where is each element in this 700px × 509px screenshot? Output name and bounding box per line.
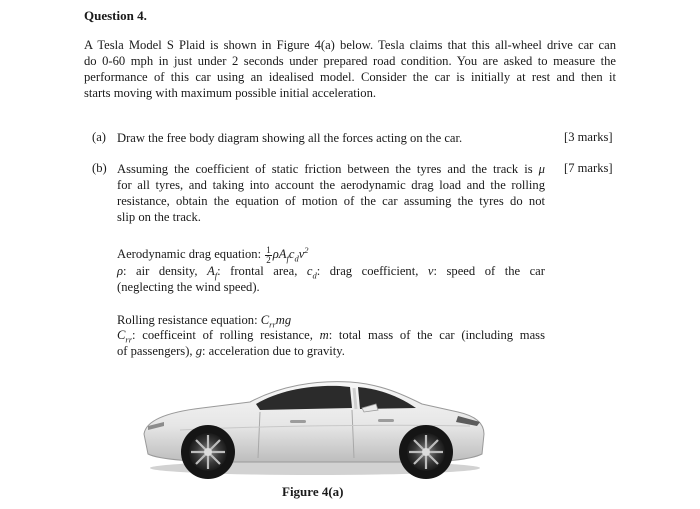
tesla-car-image	[140, 368, 490, 480]
part-a-text: Draw the free body diagram showing all the forces acting on the car.	[117, 131, 463, 145]
rolling-sub: rr	[269, 319, 276, 330]
part-b-label: (b)	[92, 161, 107, 175]
drag-c: c	[288, 247, 295, 262]
rolling-def-line-2	[117, 343, 545, 359]
drag-rho-a: ρA	[272, 247, 287, 262]
rolling-mg: mg	[275, 313, 292, 327]
drag-sub-f: f	[286, 253, 289, 264]
part-b-line-3: resistance, obtain the equation of motion of the car assuming the tyres do not	[117, 194, 545, 208]
def-m-text: : total mass of the car (including mass	[328, 328, 545, 342]
part-a-marks: [3 marks]	[564, 130, 613, 144]
def-af-sub: f	[214, 270, 218, 281]
part-b-line-2: for all tyres, and taking into account the aerodynamic drag load and the rolling	[117, 178, 545, 192]
drag-sub-d: d	[294, 253, 299, 264]
def-v: v	[427, 264, 434, 278]
car-front-wheel	[399, 425, 453, 479]
drag-equation-label: Aerodynamic drag equation:	[117, 247, 262, 262]
def-cd-sub: d	[312, 270, 317, 281]
def-cd-text: : drag coefficient,	[316, 264, 419, 278]
def-crr-text: : coefficeint of rolling resistance,	[132, 328, 313, 342]
rolling-equation-label: Rolling resistance equation:	[117, 313, 258, 327]
def-m: m	[319, 328, 329, 342]
def-g: g	[195, 344, 202, 358]
fraction-numerator: 1	[266, 244, 271, 255]
drag-v: v	[298, 247, 305, 262]
car-rear-wheel	[181, 425, 235, 479]
def-cd: c	[306, 264, 313, 278]
rolling-c: C	[260, 313, 270, 327]
def-crr: C	[117, 328, 126, 342]
part-b-marks: [7 marks]	[564, 161, 613, 175]
def-line2-a: of passengers),	[117, 344, 193, 358]
def-af-text: : frontal area,	[217, 264, 298, 278]
drag-exp: 2	[304, 245, 309, 255]
def-line2-b: : acceleration due to gravity.	[202, 344, 345, 358]
drag-def-line-2: (neglecting the wind speed).	[117, 280, 260, 294]
part-b-line-1	[117, 161, 545, 177]
drag-formula	[272, 245, 309, 264]
def-af: A	[207, 264, 215, 278]
def-rho-text: : air density,	[123, 264, 198, 278]
question-title: Question 4.	[84, 8, 147, 23]
intro-line-3: performance of this car using an idealised model. Consider the car is initially at rest and then it	[84, 70, 616, 84]
part-b-line-4: slip on the track.	[117, 210, 201, 224]
def-rho: ρ	[117, 264, 124, 278]
half-fraction	[265, 246, 272, 265]
intro-line-2: do 0-60 mph in just under 2 seconds under prepared road condition. You are asked to measure the	[84, 54, 616, 68]
figure-caption: Figure 4(a)	[282, 484, 344, 499]
fraction-denominator: 2	[266, 254, 271, 265]
car-rear-window	[256, 386, 352, 410]
part-b-line-1-text: Assuming the coefficient of static friction between the tyres and the track is	[117, 162, 533, 176]
intro-line-4: starts moving with maximum possible initial acceleration.	[84, 86, 377, 100]
def-v-text: : speed of the car	[433, 264, 545, 278]
part-a-label: (a)	[92, 130, 106, 144]
mu-symbol: μ	[538, 162, 545, 176]
intro-line-1: A Tesla Model S Plaid is shown in Figure 4(a) below. Tesla claims that this all-wheel drive car can	[84, 38, 616, 52]
def-crr-sub: rr	[125, 334, 133, 345]
